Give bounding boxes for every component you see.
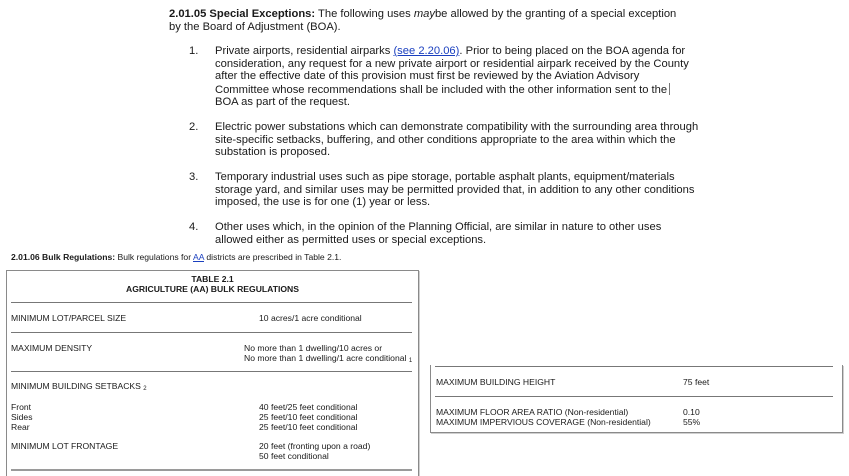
table-subtitle-text: AGRICULTURE (AA) BULK REGULATIONS <box>126 284 299 294</box>
list-item <box>189 121 709 161</box>
row-label <box>11 381 147 394</box>
setback-front-label: Front <box>11 402 32 412</box>
item-text: Temporary industrial uses such as pipe storage, portable asphalt plants, equipment/materials <box>215 171 675 183</box>
table-2-1-continued <box>430 365 843 433</box>
list-number: 3. <box>189 171 199 183</box>
density-value-1: No more than 1 dwelling/10 acres or <box>244 343 383 353</box>
list-item <box>189 171 709 211</box>
row-label: MAXIMUM DENSITY <box>11 343 93 353</box>
item-text: Committee whose recommendations shall be included with the other information sent to the <box>215 83 668 96</box>
see-2-20-06-link[interactable]: (see 2.20.06) <box>393 45 460 57</box>
setback-rear-label: Rear <box>11 422 30 432</box>
divider <box>11 332 412 333</box>
row-label: MINIMUM LOT/PARCEL SIZE <box>11 313 127 323</box>
item-text: site-specific setbacks, buffering, and other conditions appropriate to the area within which the <box>215 133 676 146</box>
footnote-marker: 1 <box>408 358 413 364</box>
frontage-value-1: 20 feet (fronting upon a road) <box>259 441 371 451</box>
row-values <box>683 407 700 427</box>
section-text: districts are prescribed in Table 2.1. <box>204 252 342 262</box>
setback-sides-value: 25 feet/10 feet conditional <box>259 412 358 422</box>
impervious-label: MAXIMUM IMPERVIOUS COVERAGE (Non-residential) <box>436 417 651 427</box>
list-item <box>189 45 709 111</box>
divider <box>11 302 412 303</box>
divider <box>435 396 833 397</box>
item-text: substation is proposed. <box>215 146 331 159</box>
far-value: 0.10 <box>683 407 700 417</box>
item-text: consideration, any request for a new private airport or residential airpark received by the County <box>215 57 689 70</box>
list-number: 4. <box>189 221 199 233</box>
setbacks-label: MINIMUM BUILDING SETBACKS <box>11 381 141 391</box>
text-cursor <box>669 83 670 95</box>
list-number: 2. <box>189 121 199 133</box>
divider <box>435 366 833 367</box>
item-text: . Prior to being placed on the BOA agenda for <box>459 45 686 57</box>
row-labels <box>436 407 651 427</box>
impervious-value: 55% <box>683 417 701 427</box>
section-2-01-05-intro <box>169 8 729 33</box>
item-text: Electric power substations which can demonstrate compatibility with the surrounding area through <box>215 121 699 133</box>
intro-text-cont: be allowed by the granting of a special exception <box>434 8 677 20</box>
item-text: Other uses which, in the opinion of the Planning Official, are similar in nature to other uses <box>215 221 662 233</box>
section-2-01-06 <box>11 252 411 262</box>
divider <box>11 371 412 372</box>
divider <box>11 469 412 471</box>
section-number: 2.01.05 Special Exceptions: <box>169 8 316 20</box>
row-value: 75 feet <box>683 377 710 387</box>
setback-values <box>259 402 357 432</box>
intro-text: The following uses <box>315 8 414 20</box>
item-text: allowed either as permitted uses or special exceptions. <box>215 233 487 246</box>
list-number: 1. <box>189 45 199 57</box>
table-title <box>7 274 418 294</box>
frontage-value-2: 50 feet conditional <box>259 451 329 461</box>
table-2-1 <box>6 270 419 476</box>
row-value <box>244 343 412 366</box>
section-text: Bulk regulations for <box>115 252 193 262</box>
density-value-2: No more than 1 dwelling/1 acre conditional <box>244 353 407 363</box>
section-number: 2.01.06 Bulk Regulations: <box>11 252 116 262</box>
setback-sides-label: Sides <box>11 412 33 422</box>
setback-front-value: 40 feet/25 feet conditional <box>259 402 358 412</box>
far-label: MAXIMUM FLOOR AREA RATIO (Non-residential) <box>436 407 629 417</box>
setback-rear-value: 25 feet/10 feet conditional <box>259 422 358 432</box>
intro-italic: may <box>413 8 435 20</box>
row-value: 10 acres/1 acre conditional <box>259 313 362 323</box>
item-text: imposed, the use is for one (1) year or less. <box>215 196 431 209</box>
row-label: MAXIMUM BUILDING HEIGHT <box>436 377 556 387</box>
item-text: Private airports, residential airparks <box>215 45 394 57</box>
row-value <box>259 441 370 461</box>
item-text: BOA as part of the request. <box>215 96 350 109</box>
footnote-marker: 2 <box>143 386 147 392</box>
row-label: MINIMUM LOT FRONTAGE <box>11 441 119 451</box>
setback-labels <box>11 402 33 432</box>
table-title-text: TABLE 2.1 <box>191 274 234 284</box>
aa-link[interactable]: AA <box>193 252 204 262</box>
intro-line2: by the Board of Adjustment (BOA). <box>169 20 341 33</box>
list-item <box>189 221 709 249</box>
item-text: storage yard, and similar uses may be permitted provided that, in addition to any other conditions <box>215 183 695 196</box>
item-text: after the effective date of this provision must first be reviewed by the Aviation Advisory <box>215 70 640 83</box>
